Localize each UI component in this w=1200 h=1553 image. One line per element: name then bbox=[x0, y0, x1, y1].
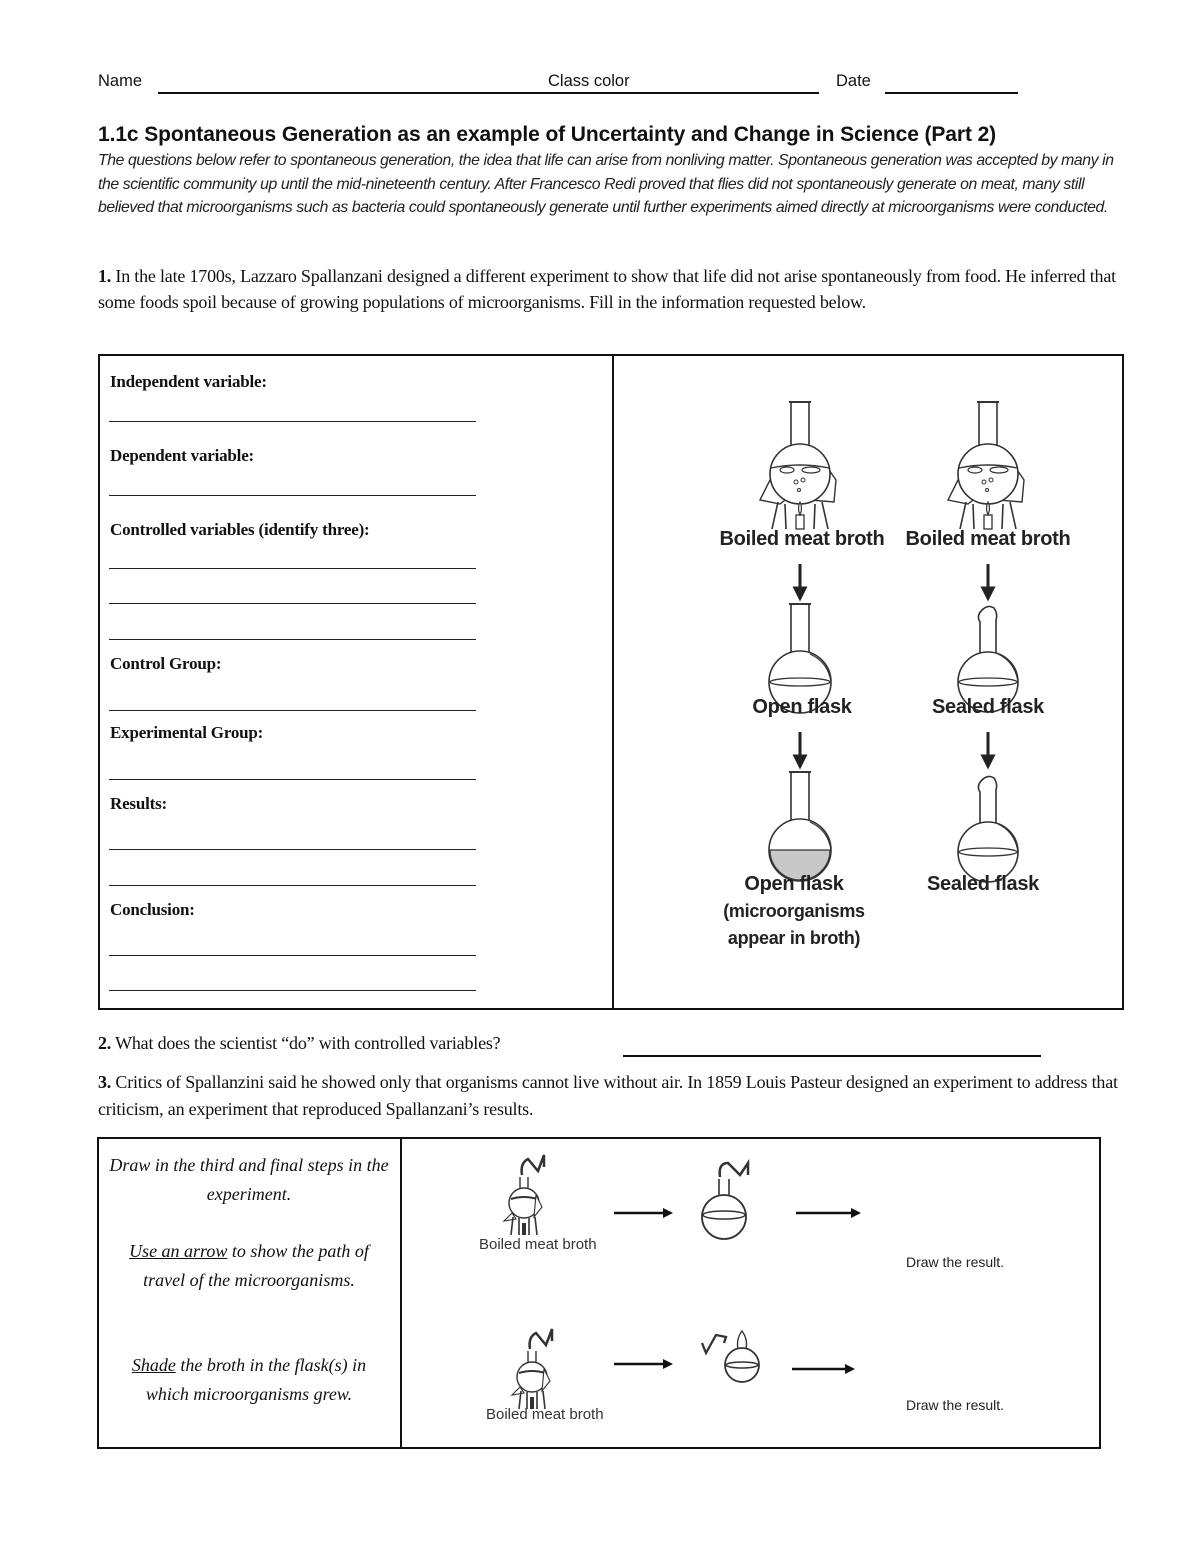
controlled-variable-blank-1[interactable] bbox=[109, 568, 476, 569]
class-color-label: Class color bbox=[548, 72, 630, 90]
open-flask-with-growth-icon bbox=[769, 772, 831, 881]
left-step3-note-1: (microorganisms bbox=[723, 901, 865, 921]
results-blank-1[interactable] bbox=[109, 849, 476, 850]
question-2-number: 2. bbox=[98, 1033, 112, 1053]
left-step3-note-2: appear in broth) bbox=[727, 928, 861, 948]
broken-swan-neck-flask-icon bbox=[702, 1331, 759, 1382]
dependent-variable-label: Dependent variable: bbox=[110, 446, 254, 465]
boiling-flask-icon bbox=[760, 402, 836, 529]
date-label: Date bbox=[836, 72, 871, 90]
name-label: Name bbox=[98, 72, 143, 90]
control-group-label: Control Group: bbox=[110, 654, 222, 673]
swan-neck-flask-icon bbox=[702, 1163, 748, 1239]
sealed-flask-icon bbox=[958, 776, 1018, 882]
experimental-group-label: Experimental Group: bbox=[110, 723, 264, 742]
row1-drawing-area[interactable] bbox=[859, 1229, 1089, 1309]
question-3-text: Critics of Spallanzini said he showed only that organisms cannot live without air. In 1859 Louis Pasteur designed an experiment to address that criticism, an experiment that reproduced Spallanzani’s results. bbox=[98, 1072, 1118, 1119]
conclusion-blank-1[interactable] bbox=[109, 955, 476, 956]
spallanzani-table bbox=[98, 354, 1124, 1010]
question-1 bbox=[98, 263, 1138, 315]
instruction-shade bbox=[109, 1351, 389, 1408]
left-step3-label: Open flask bbox=[744, 873, 844, 895]
row2-drawing-area[interactable] bbox=[859, 1339, 1089, 1419]
question-2-text: What does the scientist “do” with controlled variables? bbox=[111, 1033, 501, 1053]
question-2 bbox=[98, 1033, 500, 1054]
controlled-variable-blank-3[interactable] bbox=[109, 639, 476, 640]
question-3-number: 3. bbox=[98, 1072, 112, 1092]
instruction-draw: Draw in the third and final steps in the experiment. bbox=[109, 1155, 389, 1204]
control-group-blank[interactable] bbox=[109, 710, 476, 711]
controlled-variable-blank-2[interactable] bbox=[109, 603, 476, 604]
conclusion-label: Conclusion: bbox=[110, 900, 195, 919]
row1-draw-result-prompt: Draw the result. bbox=[906, 1254, 1005, 1270]
student-info-header bbox=[98, 70, 1028, 96]
right-step2-label: Sealed flask bbox=[931, 696, 1045, 718]
left-step1-label: Boiled meat broth bbox=[719, 528, 885, 550]
controlled-variables-label: Controlled variables (identify three): bbox=[110, 520, 370, 539]
row2-boiled-label: Boiled meat broth bbox=[486, 1406, 604, 1423]
question-2-answer-blank[interactable] bbox=[623, 1055, 1041, 1057]
question-3 bbox=[98, 1069, 1138, 1123]
page-title: 1.1c Spontaneous Generation as an example of Uncertainty and Change in Science (Part 2) bbox=[98, 123, 997, 146]
row1-boiled-label: Boiled meat broth bbox=[479, 1236, 597, 1253]
name-field[interactable] bbox=[158, 92, 536, 94]
right-step1-label: Boiled meat broth bbox=[905, 528, 1071, 550]
instruction-shade-emphasis: Shade bbox=[131, 1355, 176, 1375]
question-1-number: 1. bbox=[98, 266, 112, 286]
results-label: Results: bbox=[110, 794, 167, 813]
swan-neck-boiling-flask-icon bbox=[512, 1329, 552, 1409]
intro-paragraph: The questions below refer to spontaneous generation, the idea that life can arise from nonliving matter. Spontaneous generation was accepted by many in the scientific community up until the mid-nineteenth century. After Francesco Redi proved that flies did not spontaneously generate on meat, many still believed that microorganisms such as bacteria could spontaneously generate until further experiments aimed directly at microorganisms were conducted. bbox=[98, 152, 1114, 216]
experimental-group-blank[interactable] bbox=[109, 779, 476, 780]
instruction-arrow-emphasis: Use an arrow bbox=[129, 1241, 228, 1261]
class-color-field[interactable] bbox=[536, 92, 819, 94]
date-field[interactable] bbox=[885, 92, 1018, 94]
instruction-shade-text: the broth in the flask(s) in which microorganisms grew. bbox=[145, 1355, 367, 1404]
instruction-arrow-text: to show the path of travel of the microorganisms. bbox=[143, 1241, 369, 1290]
pasteur-table bbox=[97, 1137, 1101, 1449]
instruction-arrow bbox=[109, 1237, 389, 1294]
dependent-variable-blank[interactable] bbox=[109, 495, 476, 496]
independent-variable-label: Independent variable: bbox=[110, 372, 267, 391]
row2-draw-result-prompt: Draw the result. bbox=[906, 1397, 1005, 1413]
results-blank-2[interactable] bbox=[109, 885, 476, 886]
independent-variable-blank[interactable] bbox=[109, 421, 476, 422]
right-step3-label: Sealed flask bbox=[926, 873, 1040, 895]
boiling-flask-icon bbox=[948, 402, 1024, 529]
swan-neck-boiling-flask-icon bbox=[504, 1155, 544, 1235]
left-step2-label: Open flask bbox=[752, 696, 852, 718]
conclusion-blank-2[interactable] bbox=[109, 990, 476, 991]
question-1-text: In the late 1700s, Lazzaro Spallanzani designed a different experiment to show that life did not arise spontaneously from food. He inferred that some foods spoil because of growing populations of microorganisms. Fill in the information requested below. bbox=[98, 266, 1116, 312]
